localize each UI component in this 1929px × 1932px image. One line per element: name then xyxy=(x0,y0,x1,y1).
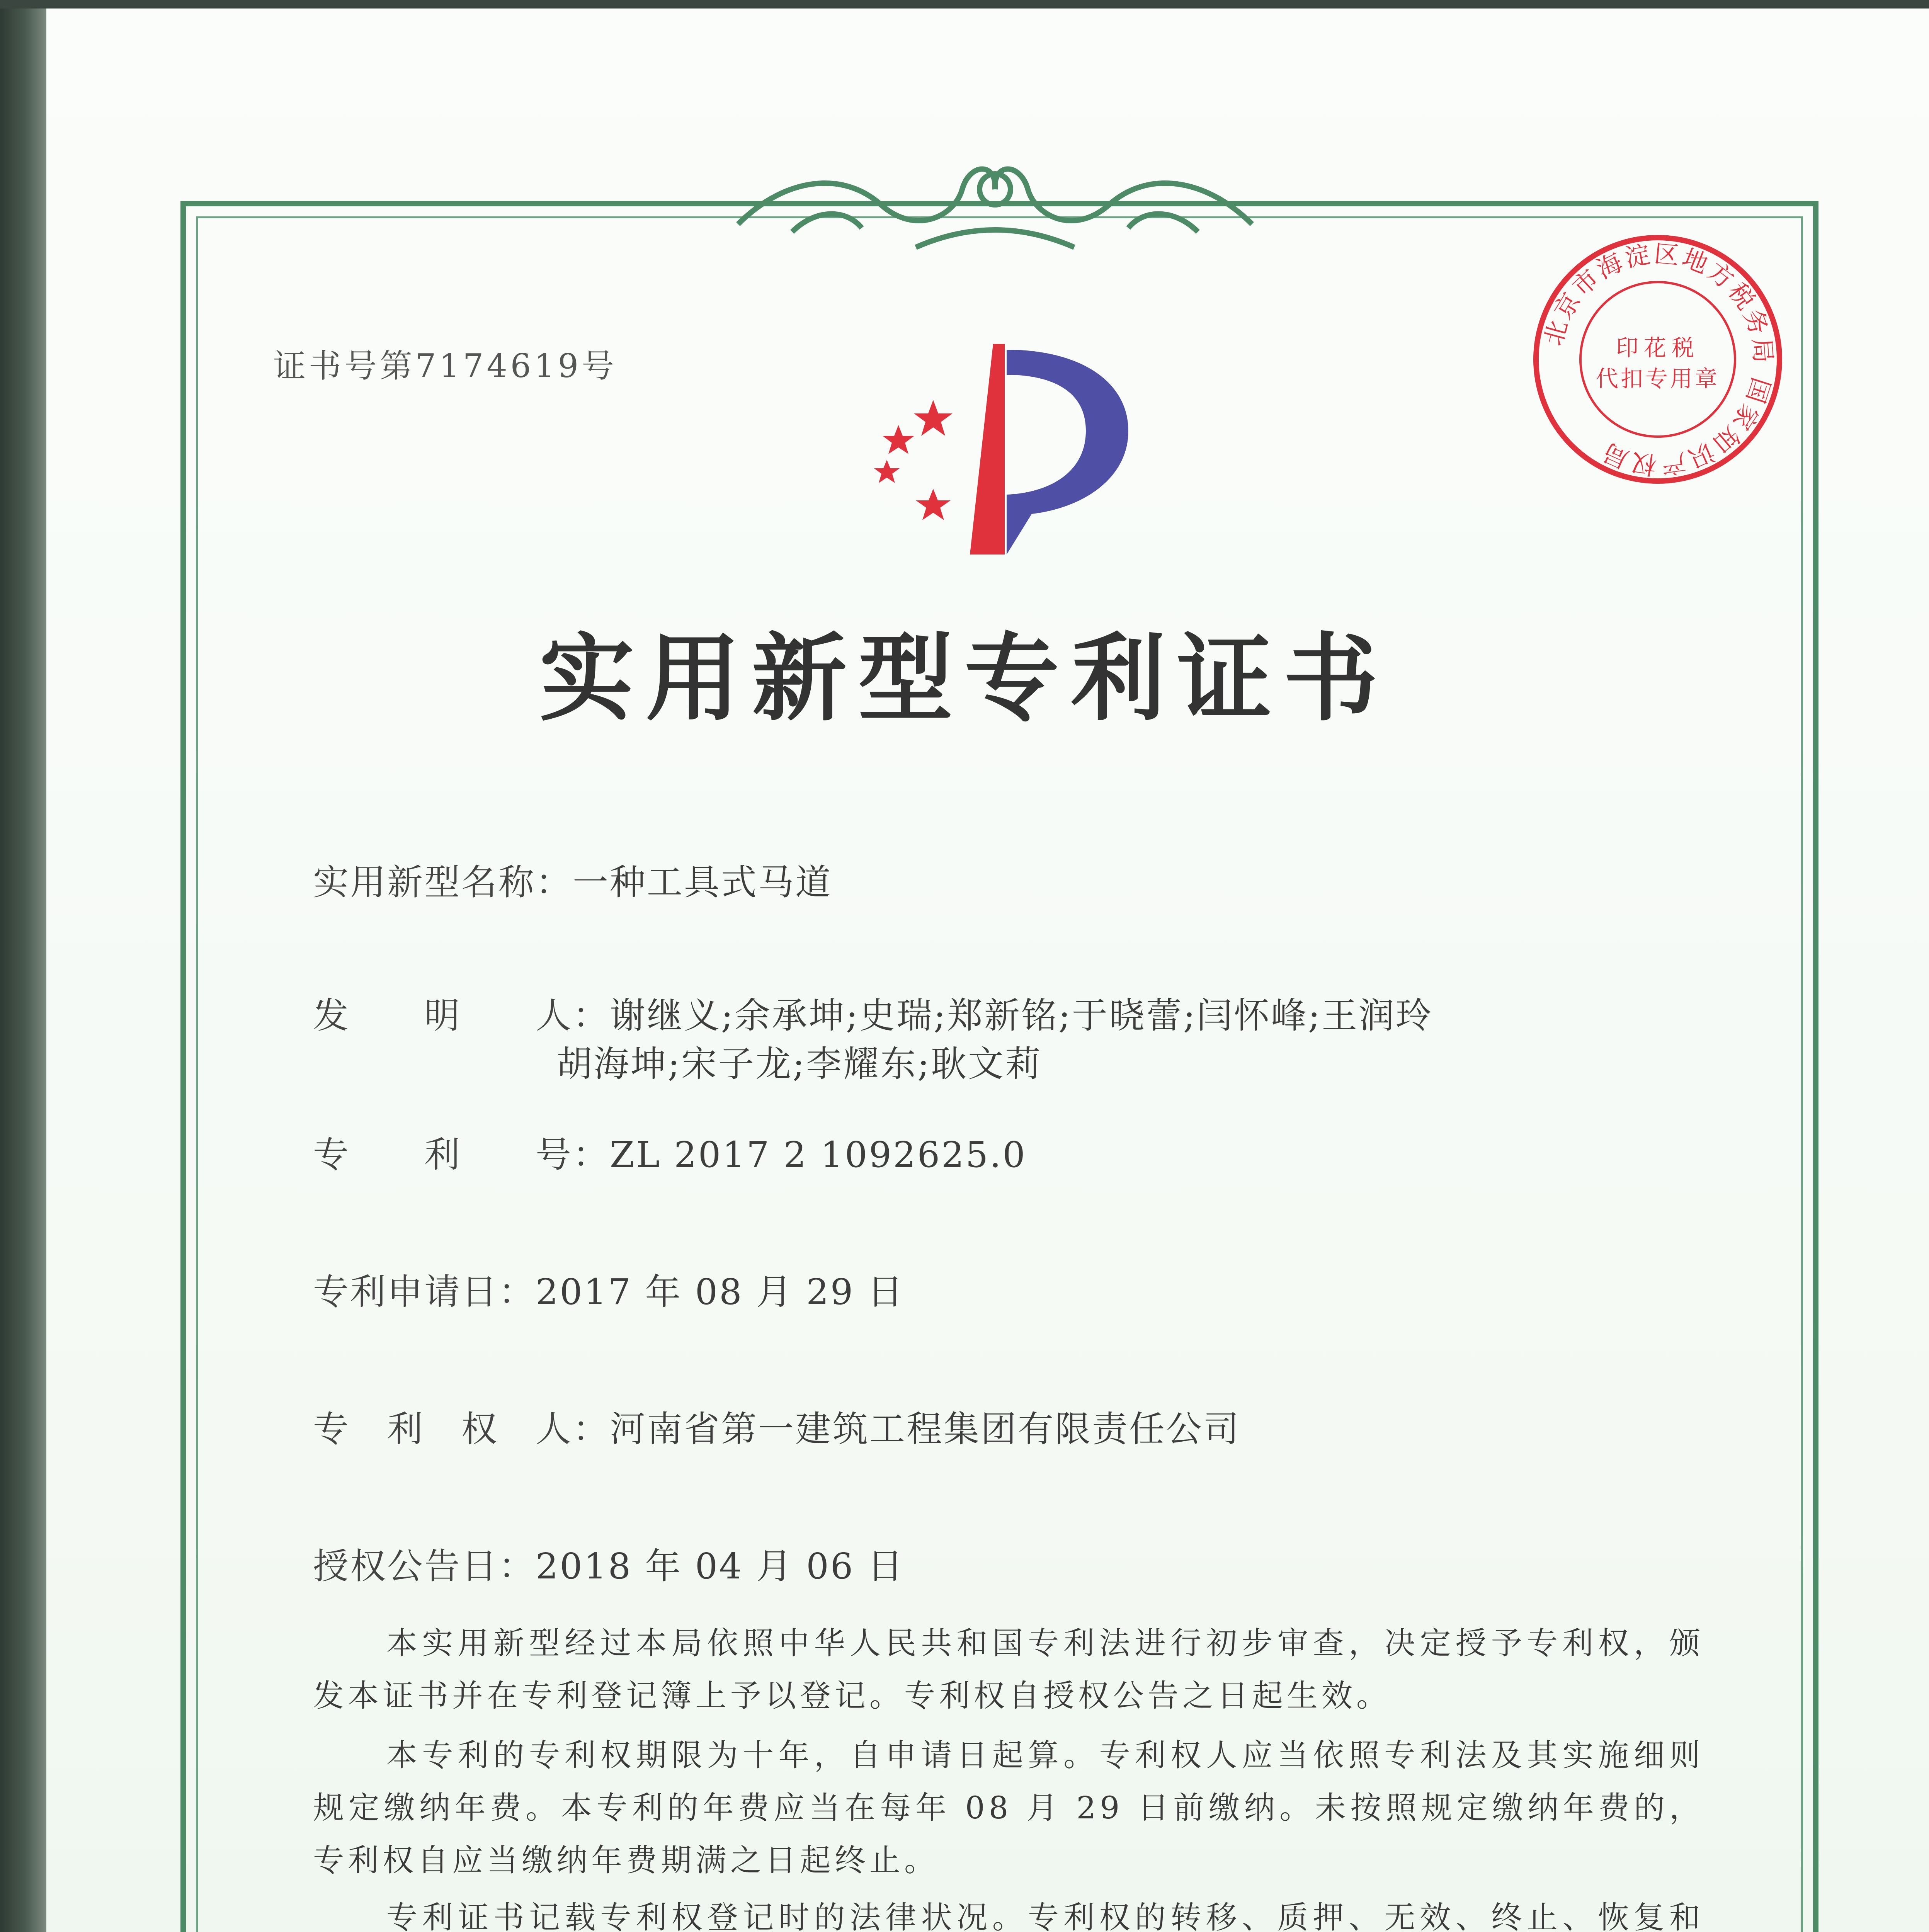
patentee-field xyxy=(313,1401,1240,1452)
patentee-label: 专 利 权 人： xyxy=(313,1408,610,1450)
filing-date-value: 2017 年 08 月 29 日 xyxy=(536,1271,905,1313)
logo-blue-stroke xyxy=(1007,350,1128,554)
top-ornament xyxy=(715,147,1275,263)
logo-star-2 xyxy=(883,425,914,454)
patent-number-field xyxy=(313,1126,1027,1177)
tax-seal-center-line2: 代扣专用章 xyxy=(1596,366,1720,392)
logo-star-3 xyxy=(874,460,900,483)
body-paragraph-2: 本专利的专利权期限为十年，自申请日起算。专利权人应当依照专利法及其实施细则规定缴纳年费。本专利的年费应当在每年 08 月 29 日前缴纳。未按照规定缴纳年费的，专利权自应当缴纳年费期满之日起终止。 xyxy=(313,1737,1704,1878)
inventors-field-line2 xyxy=(556,1036,1042,1087)
inventors-value-line2: 胡海坤;宋子龙;李耀东;耿文莉 xyxy=(556,1043,1042,1085)
patent-number-value: ZL 2017 2 1092625.0 xyxy=(610,1134,1027,1175)
scan-edge-top xyxy=(0,0,1929,9)
patent-number-label: 专 利 号： xyxy=(313,1134,610,1175)
tax-seal-center-line1: 印花税 xyxy=(1616,335,1700,361)
utility-model-name-label: 实用新型名称： xyxy=(313,862,573,903)
certificate-number: 证书号第7174619号 xyxy=(273,347,617,385)
inventors-value-line1: 谢继义;余承坤;史瑞;郑新铭;于晓蕾;闫怀峰;王润玲 xyxy=(610,995,1433,1036)
logo-red-stroke xyxy=(970,344,1005,554)
inventors-field xyxy=(313,987,1433,1038)
certificate-title: 实用新型专利证书 xyxy=(539,622,1390,734)
filing-date-label: 专利申请日： xyxy=(313,1271,536,1313)
patentee-value: 河南省第一建筑工程集团有限责任公司 xyxy=(610,1408,1241,1450)
inventors-label: 发 明 人： xyxy=(313,995,610,1036)
logo-star-1 xyxy=(914,400,953,436)
utility-model-name-field xyxy=(313,854,832,905)
filing-date-field xyxy=(313,1264,905,1315)
scan-edge xyxy=(0,0,46,1932)
body-paragraph-3: 专利证书记载专利权登记时的法律状况。专利权的转移、质押、无效、终止、恢复和 xyxy=(386,1900,1704,1932)
grant-date-label: 授权公告日： xyxy=(313,1546,536,1587)
body-paragraph-1: 本实用新型经过本局依照中华人民共和国专利法进行初步审查，决定授予专利权，颁发本证书并在专利登记簿上予以登记。专利权自授权公告之日起生效。 xyxy=(313,1625,1704,1714)
logo-star-4 xyxy=(916,489,951,520)
tax-seal-ring-text: 北京市海淀区地方税务局 国家知识产权局 xyxy=(1539,240,1778,479)
utility-model-name-value: 一种工具式马道 xyxy=(573,862,833,903)
grant-date-value: 2018 年 04 月 06 日 xyxy=(536,1546,905,1587)
grant-date-field xyxy=(313,1538,905,1589)
tax-seal xyxy=(1530,232,1785,487)
patent-office-logo xyxy=(850,332,1152,564)
